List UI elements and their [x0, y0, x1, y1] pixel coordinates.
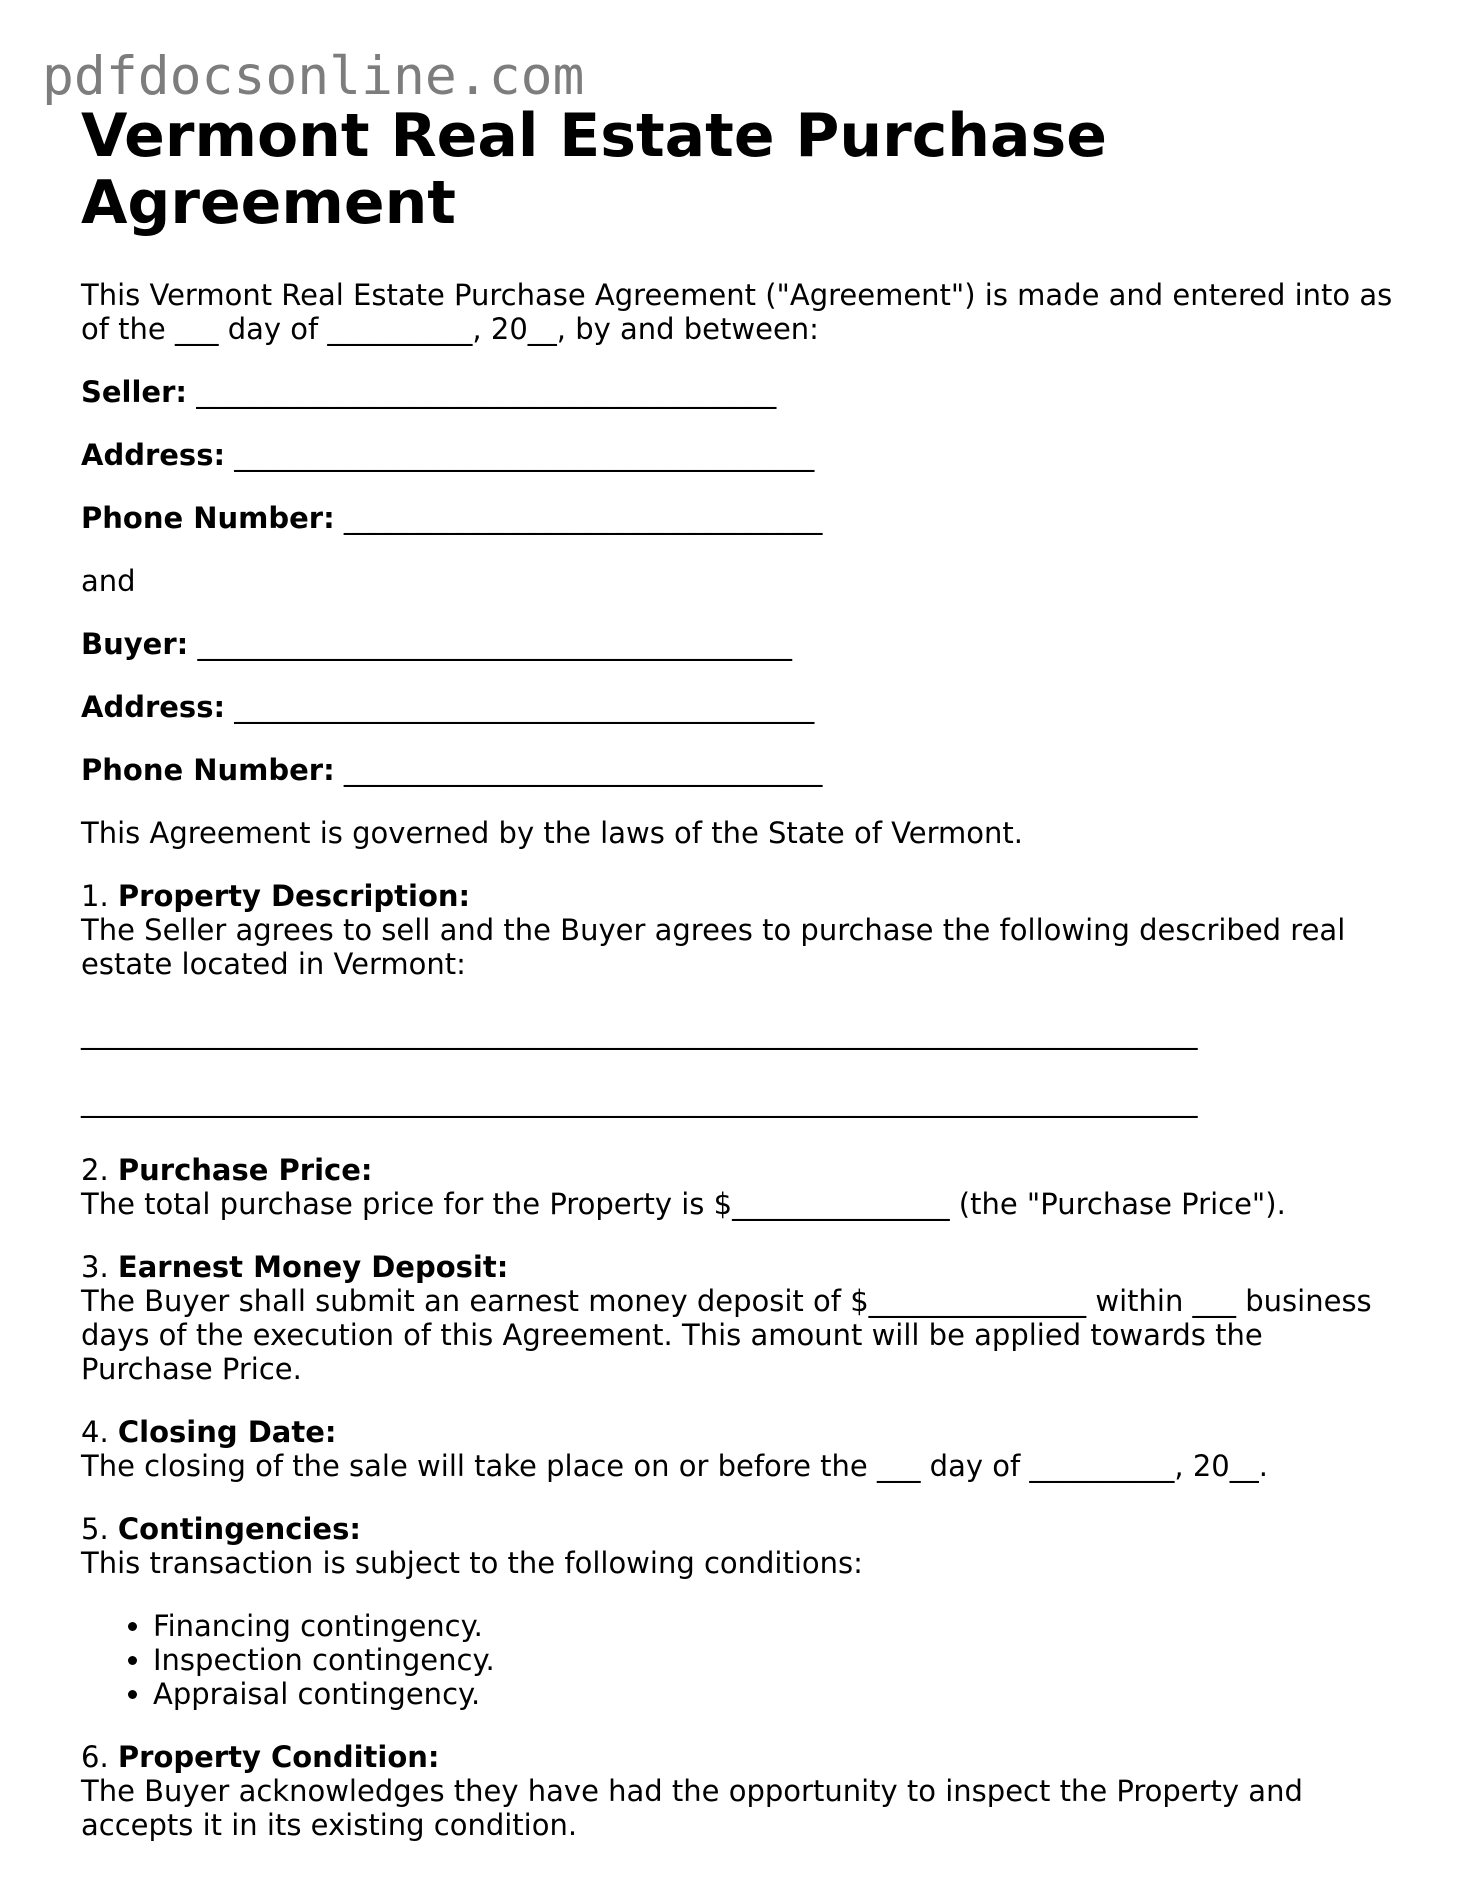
buyer-address-field: [81, 690, 1401, 724]
governing-law-text: This Agreement is governed by the laws of the State of Vermont.: [81, 816, 1023, 850]
section-closing-date: [81, 1415, 1401, 1483]
buyer-name-field: [81, 627, 1401, 661]
section-heading: [81, 1415, 1401, 1449]
buyer-phone-field: [81, 753, 1401, 787]
section-title: Earnest Money Deposit:: [117, 1250, 509, 1284]
section-earnest-money: [81, 1250, 1401, 1386]
section-property-condition: [81, 1740, 1401, 1842]
list-item: • Financing contingency.: [153, 1609, 1401, 1643]
section-number: 1.: [81, 879, 109, 913]
seller-address-label: Address:: [81, 438, 226, 472]
section-title: Purchase Price:: [117, 1153, 373, 1187]
section-title: Contingencies:: [117, 1512, 361, 1546]
section-number: 4.: [81, 1415, 109, 1449]
section-contingencies: [81, 1512, 1401, 1711]
seller-address-blank[interactable]: ________________________________________: [234, 438, 815, 472]
buyer-name-label: Buyer:: [81, 627, 189, 661]
contingencies-list: [81, 1609, 1401, 1711]
section-purchase-price: [81, 1153, 1401, 1221]
section-property-description: [81, 879, 1401, 1118]
section-heading: [81, 1512, 1401, 1546]
list-item: • Appraisal contingency.: [153, 1677, 1401, 1711]
section-body: The closing of the sale will take place on or before the ___ day of __________, 20__.: [81, 1449, 1268, 1483]
seller-phone-blank[interactable]: _________________________________: [343, 501, 823, 535]
section-heading: [81, 1153, 1401, 1187]
seller-name-field: [81, 375, 1401, 409]
section-heading: [81, 1250, 1401, 1284]
section-body: The Buyer shall submit an earnest money deposit of $_______________ within ___ business days of the execution of this Agreement. This amount will be applied towards the Purchase Price.: [81, 1284, 1372, 1386]
intro-paragraph: This Vermont Real Estate Purchase Agreement ("Agreement") is made and entered into as of the ___ day of __________, 20__, by and between:: [81, 278, 1393, 346]
section-number: 6.: [81, 1740, 109, 1774]
seller-name-blank[interactable]: ________________________________________: [196, 375, 777, 409]
seller-address-field: [81, 438, 1401, 472]
buyer-address-blank[interactable]: ________________________________________: [234, 690, 815, 724]
section-body: This transaction is subject to the following conditions:: [81, 1546, 863, 1580]
seller-name-label: Seller:: [81, 375, 188, 409]
section-heading: [81, 1740, 1401, 1774]
section-number: 3.: [81, 1250, 109, 1284]
section-title: Closing Date:: [117, 1415, 337, 1449]
section-body: The Seller agrees to sell and the Buyer agrees to purchase the following described real estate located in Vermont:: [81, 913, 1346, 981]
seller-phone-field: [81, 501, 1401, 535]
property-description-line-2[interactable]: _____________________________________________________________________________: [81, 1084, 1198, 1118]
property-description-line-1[interactable]: _____________________________________________________________________________: [81, 1016, 1198, 1050]
buyer-address-label: Address:: [81, 690, 226, 724]
section-title: Property Condition:: [117, 1740, 440, 1774]
seller-phone-label: Phone Number:: [81, 501, 335, 535]
section-body: The Buyer acknowledges they have had the opportunity to inspect the Property and accepts it in its existing condition.: [81, 1774, 1303, 1842]
document-title: Vermont Real Estate Purchase Agreement: [81, 101, 1107, 238]
list-item: • Inspection contingency.: [153, 1643, 1401, 1677]
buyer-name-blank[interactable]: _________________________________________: [197, 627, 792, 661]
document-body: [81, 103, 1401, 1842]
section-body: The total purchase price for the Property is $_______________ (the "Purchase Price").: [81, 1187, 1286, 1221]
section-number: 2.: [81, 1153, 109, 1187]
buyer-phone-label: Phone Number:: [81, 753, 335, 787]
and-text: and: [81, 564, 136, 598]
watermark: pdfdocsonline.com: [42, 46, 585, 107]
section-title: Property Description:: [117, 879, 471, 913]
section-heading: [81, 879, 1401, 913]
buyer-phone-blank[interactable]: _________________________________: [343, 753, 823, 787]
section-number: 5.: [81, 1512, 109, 1546]
